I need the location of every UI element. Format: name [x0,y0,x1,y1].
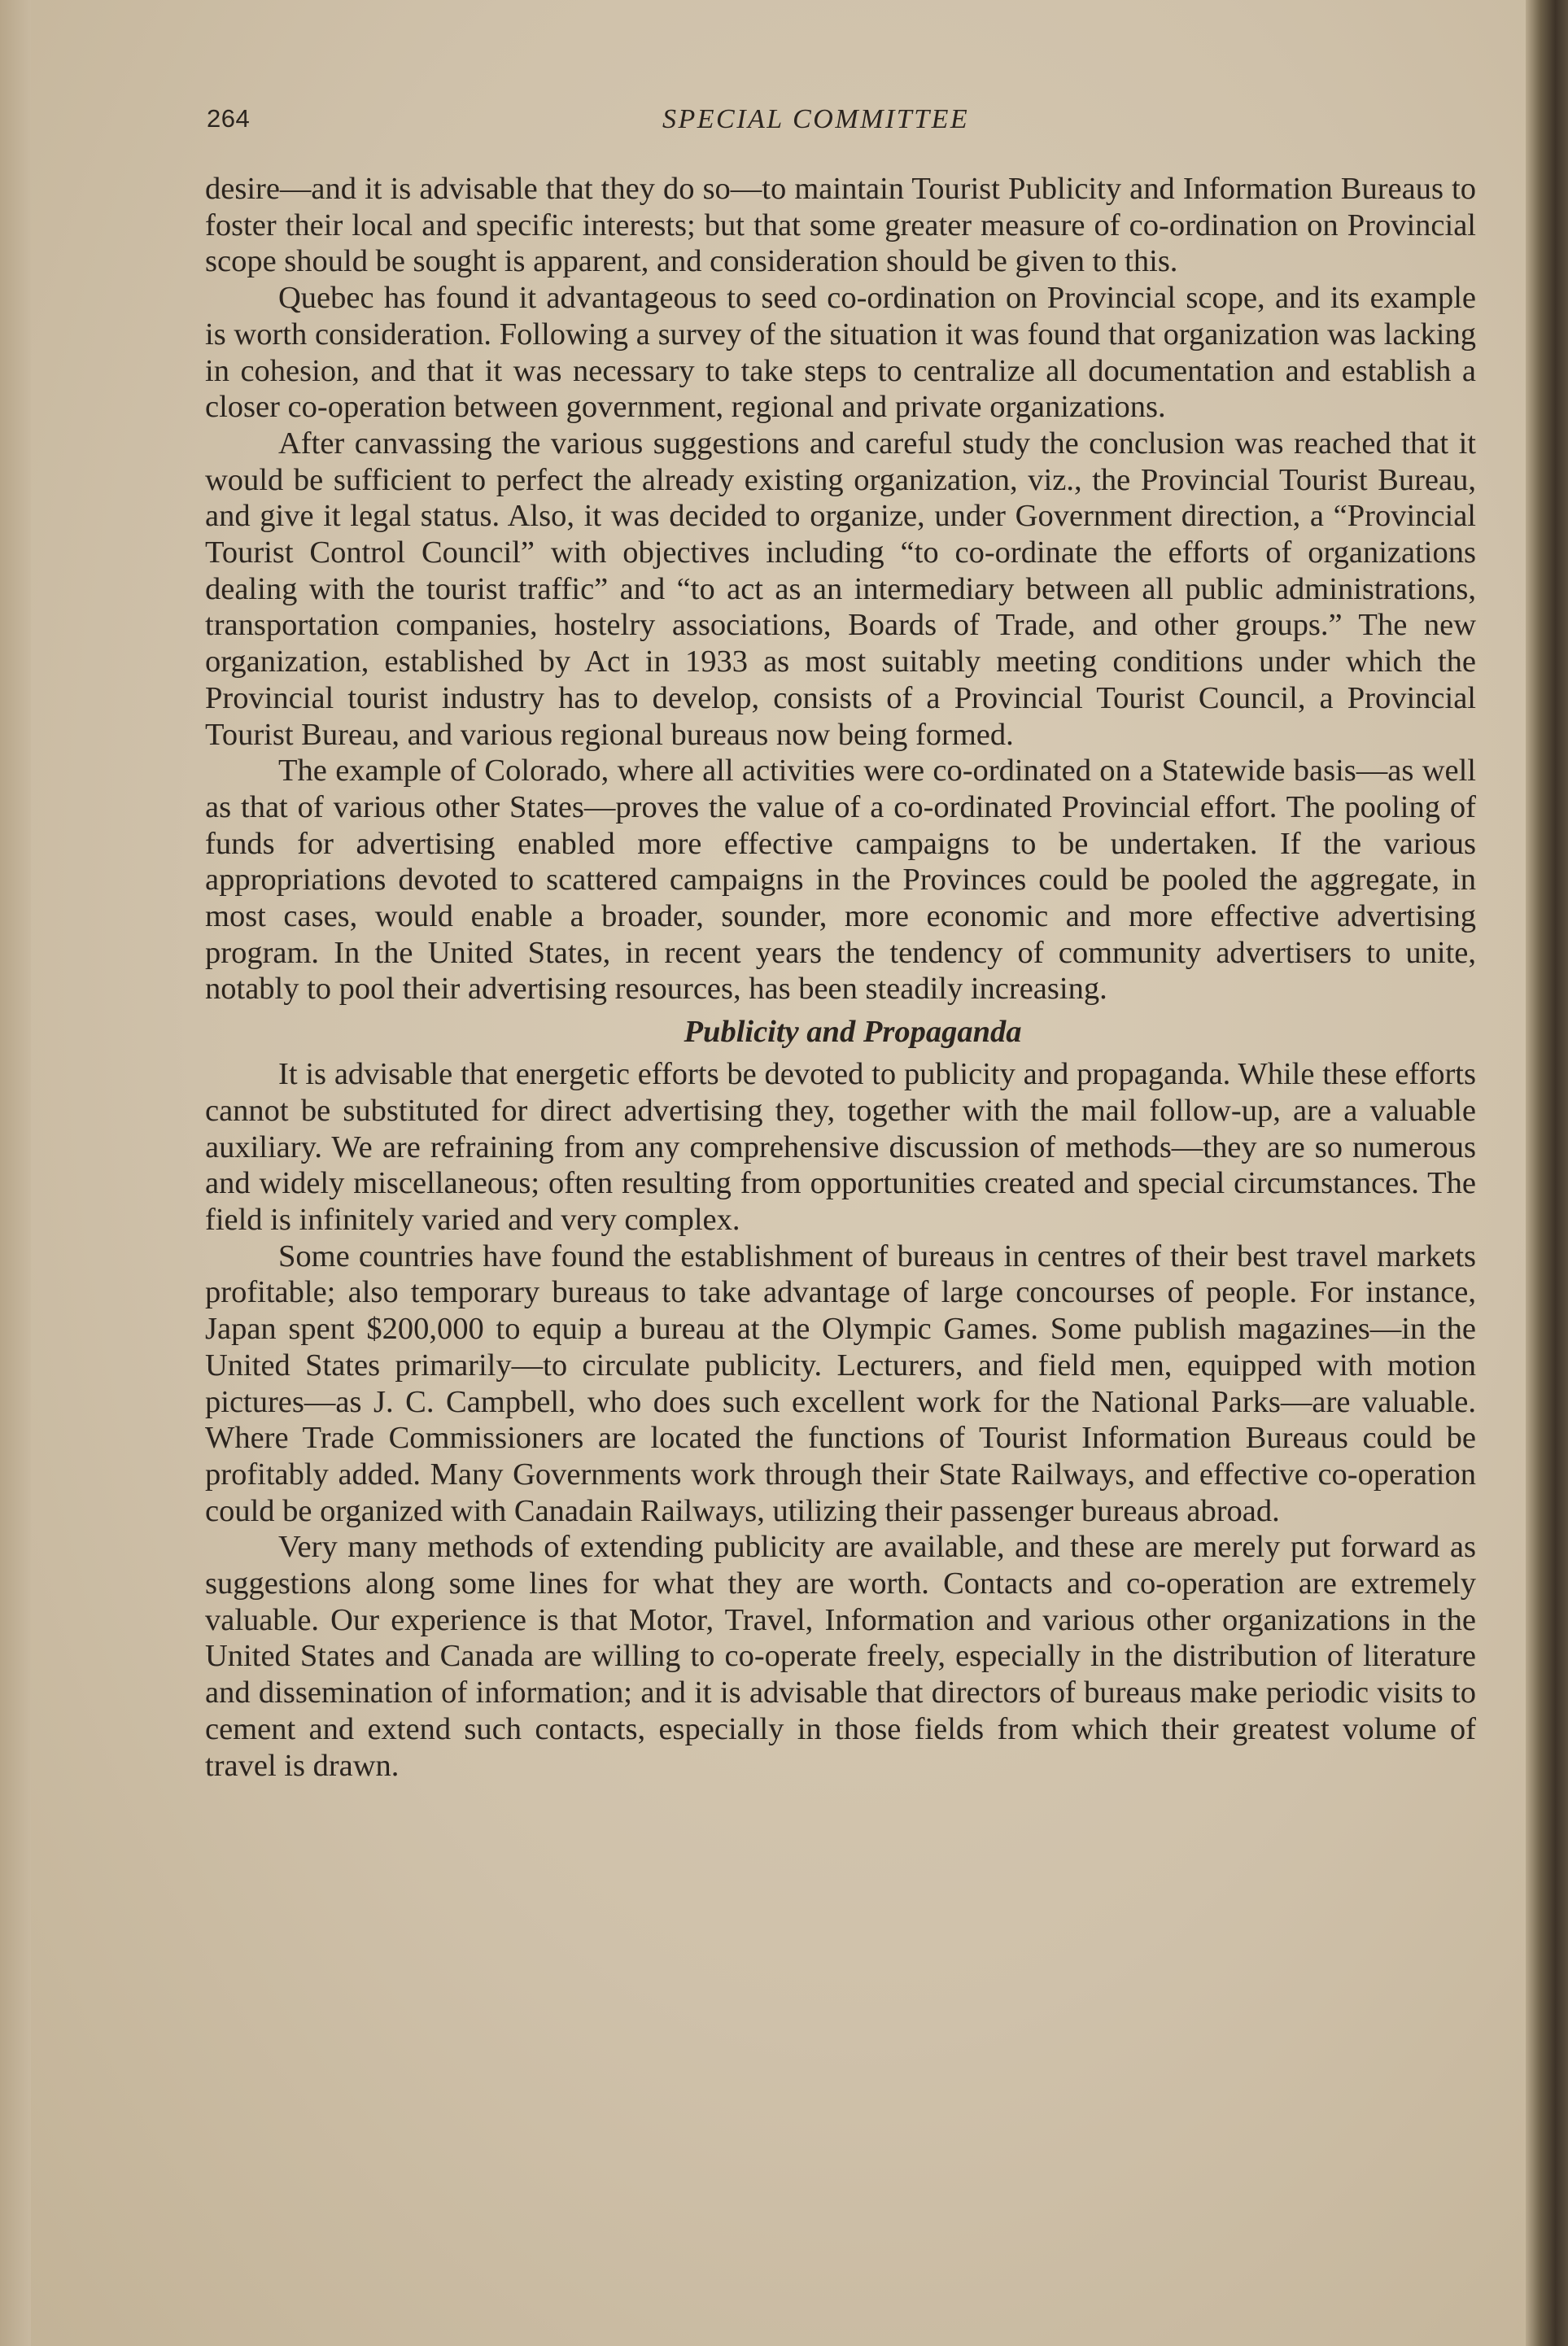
paragraph: Very many methods of extending publicity are available, and these are merely put forward as suggestions along some lines for what they are worth. Contacts and co-operation are extremely valuable. Our experience is that Motor, Travel, Information and various other organizations in the United States and Canada are willing to co-operate freely, especially in the distribution of literature and dissemination of information; and it is advisable that directors of bureaus make periodic visits to cement and extend such contacts, especially in those fields from which their greatest volume of travel is drawn. [205,1530,1476,1783]
page-number: 264 [207,104,251,133]
paragraph: After canvassing the various suggestions and careful study the conclusion was reached that it would be sufficient to perfect the already existing organization, viz., the Provincial Tourist Bureau, and give it legal status. Also, it was decided to organize, under Government direction, a “Provincial Tourist Control Council” with objectives including “to co-ordinate the efforts of organizations dealing with the tourist traffic” and “to act as an intermediary between all public administrations, transportation companies, hostelry associations, Boards of Trade, and other groups.” The new organization, established by Act in 1933 as most suitably meeting conditions under which the Provincial tourist industry has to develop, consists of a Provincial Tourist Council, a Provincial Tourist Bureau, and various regional bureaus now being formed. [205,426,1476,752]
section-heading: Publicity and Propaganda [684,1015,1022,1050]
page-left-edge [0,0,31,2346]
running-head: SPECIAL COMMITTEE [662,104,970,134]
body-text [205,171,1476,1784]
paragraph: It is advisable that energetic efforts be devoted to publicity and propaganda. While these efforts cannot be substituted for direct advertising they, together with the mail follow-up, are a valuable auxiliary. We are refraining from any comprehensive discussion of methods—they are so numerous and widely miscellaneous; often resulting from opportunities created and special circumstances. The field is infinitely varied and very complex. [205,1057,1476,1237]
book-spine-shadow [1526,0,1568,2346]
paragraph: The example of Colorado, where all activities were co-ordinated on a Statewide basis—as well as that of various other States—proves the value of a co-ordinated Provincial effort. The pooling of funds for advertising enabled more effective campaigns to be undertaken. If the various appropriations devoted to scattered campaigns in the Provinces could be pooled the aggregate, in most cases, would enable a broader, sounder, more economic and more effective advertising program. In the United States, in recent years the tendency of community advertisers to unite, notably to pool their advertising resources, has been steadily increasing. [205,754,1476,1007]
paragraph: Quebec has found it advantageous to seed co-ordination on Provincial scope, and its example is worth consideration. Following a survey of the situation it was found that organization was lacking in cohesion, and that it was necessary to take steps to centralize all documentation and establish a closer co-operation between government, regional and private organizations. [205,281,1476,425]
paragraph: Some countries have found the establishment of bureaus in centres of their best travel markets profitable; also temporary bureaus to take advantage of large concourses of people. For instance, Japan spent $200,000 to equip a bureau at the Olympic Games. Some publish magazines—in the United States primarily—to circulate publicity. Lecturers, and field men, equipped with motion pictures—as J. C. Campbell, who does such excellent work for the National Parks—are valuable. Where Trade Commissioners are located the functions of Tourist Information Bureaus could be profitably added. Many Governments work through their State Railways, and effective co-operation could be organized with Canadain Railways, utilizing their passenger bureaus abroad. [205,1239,1476,1528]
paragraph: desire—and it is advisable that they do so—to maintain Tourist Publicity and Information Bureaus to foster their local and specific interests; but that some greater measure of co-ordination on Provincial scope should be sought is apparent, and consideration should be given to this. [205,172,1476,279]
page-header [207,104,1476,145]
